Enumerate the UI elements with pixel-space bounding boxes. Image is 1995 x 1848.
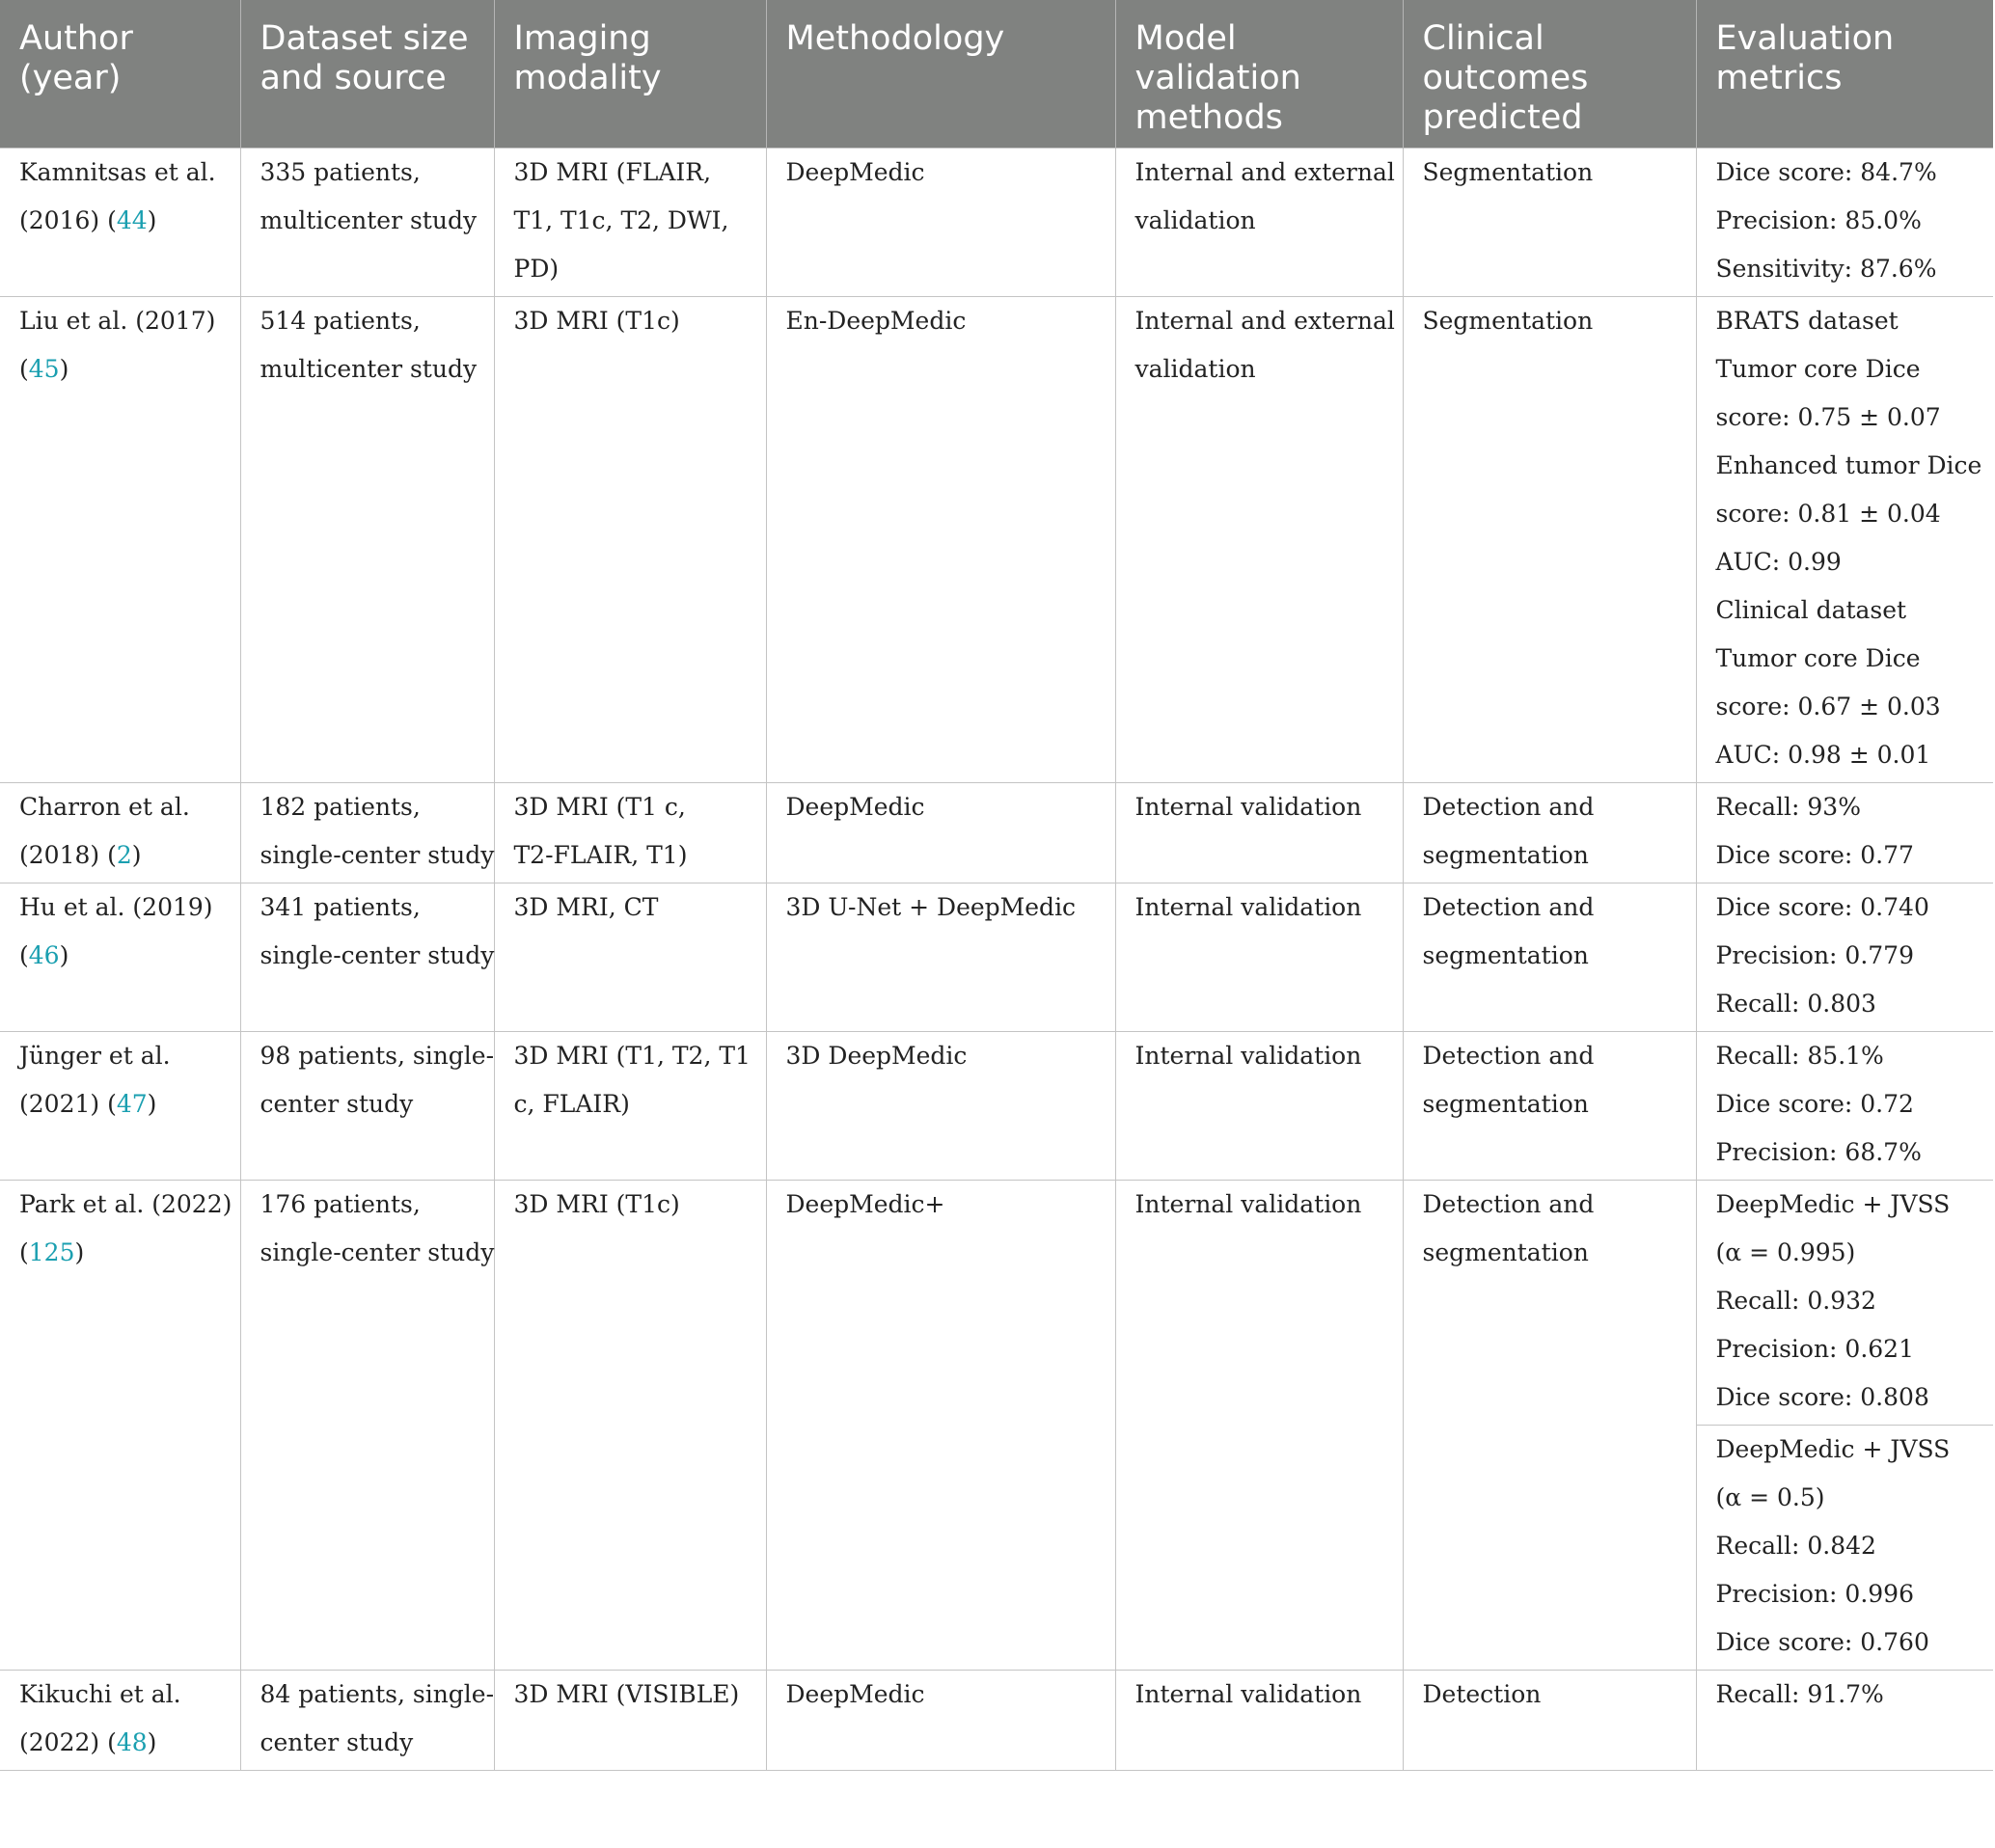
table-row	[0, 783, 1993, 883]
metric-line: Recall: 0.842	[1715, 1532, 1876, 1560]
metric-line: Dice score: 84.7%	[1715, 158, 1937, 186]
metric-line: Clinical dataset	[1715, 596, 1907, 624]
cell-line: validation	[1134, 206, 1256, 234]
outcome-cell	[1403, 783, 1696, 883]
cell-line: Segmentation	[1422, 307, 1594, 335]
header-outcomes: Clinical outcomes predicted	[1403, 0, 1696, 149]
dataset-cell	[240, 1671, 494, 1771]
modality-cell	[494, 149, 766, 297]
validation-cell	[1115, 1671, 1403, 1771]
cell-line: Segmentation	[1422, 158, 1594, 186]
cell-line: DeepMedic+	[785, 1190, 945, 1218]
header-dataset: Dataset size and source	[240, 0, 494, 149]
dataset-cell	[240, 883, 494, 1032]
cell-line: DeepMedic	[785, 1680, 925, 1708]
author-cell	[0, 297, 240, 783]
cell-line: single-center study	[260, 941, 495, 969]
reference-link[interactable]: 44	[116, 206, 148, 234]
metrics-cell	[1696, 783, 1993, 883]
metric-line: Precision: 0.779	[1715, 941, 1914, 969]
metrics-cell	[1696, 883, 1993, 1032]
outcome-cell	[1403, 297, 1696, 783]
author-line: (2022) (48)	[19, 1728, 157, 1756]
table-header	[0, 0, 1993, 149]
metrics-cell	[1696, 297, 1993, 783]
metric-line: Tumor core Dice	[1715, 355, 1921, 383]
methodology-cell	[766, 883, 1115, 1032]
cell-line: Internal and external	[1134, 158, 1395, 186]
cell-line: Detection and	[1422, 893, 1595, 921]
metric-line: Recall: 0.803	[1715, 990, 1876, 1018]
cell-line: Internal validation	[1134, 793, 1362, 821]
cell-line: single-center study	[260, 841, 495, 869]
dataset-cell	[240, 783, 494, 883]
cell-line: T2-FLAIR, T1)	[513, 841, 688, 869]
methodology-cell	[766, 1181, 1115, 1671]
header-methodology: Methodology	[766, 0, 1115, 149]
metric-line: (α = 0.5)	[1715, 1483, 1825, 1511]
metric-line: Sensitivity: 87.6%	[1715, 255, 1937, 283]
table-row	[0, 297, 1993, 783]
cell-line: center study	[260, 1728, 414, 1756]
author-line: Liu et al. (2017)	[19, 307, 216, 335]
header-validation: Model validation methods	[1115, 0, 1403, 149]
metric-line: Precision: 0.996	[1715, 1580, 1914, 1608]
author-line: Jünger et al.	[19, 1042, 171, 1070]
metric-line: AUC: 0.99	[1715, 548, 1842, 576]
author-cell	[0, 883, 240, 1032]
cell-line: Internal and external	[1134, 307, 1395, 335]
metric-line: score: 0.67 ± 0.03	[1715, 693, 1941, 720]
author-line: (2018) (2)	[19, 841, 142, 869]
author-cell	[0, 1181, 240, 1671]
cell-line: 3D MRI, CT	[513, 893, 659, 921]
author-line: Charron et al.	[19, 793, 190, 821]
header-modality: Imaging modality	[494, 0, 766, 149]
validation-cell	[1115, 149, 1403, 297]
author-cell	[0, 1671, 240, 1771]
cell-line: Internal validation	[1134, 1190, 1362, 1218]
cell-line: En-DeepMedic	[785, 307, 967, 335]
header-author: Author (year)	[0, 0, 240, 149]
cell-line: 176 patients,	[260, 1190, 421, 1218]
cell-line: segmentation	[1422, 841, 1589, 869]
table-row	[0, 1671, 1993, 1771]
metric-line: Dice score: 0.72	[1715, 1090, 1914, 1118]
modality-cell	[494, 783, 766, 883]
cell-line: Detection and	[1422, 1190, 1595, 1218]
author-cell	[0, 783, 240, 883]
metric-line: Dice score: 0.740	[1715, 893, 1929, 921]
cell-line: multicenter study	[260, 206, 478, 234]
reference-link[interactable]: 47	[116, 1090, 148, 1118]
metric-line: Dice score: 0.808	[1715, 1383, 1929, 1411]
cell-line: validation	[1134, 355, 1256, 383]
validation-cell	[1115, 297, 1403, 783]
author-line: Kikuchi et al.	[19, 1680, 181, 1708]
author-line: (2016) (44)	[19, 206, 157, 234]
reference-link[interactable]: 2	[116, 841, 132, 869]
author-line: (2021) (47)	[19, 1090, 157, 1118]
cell-line: T1, T1c, T2, DWI,	[513, 206, 729, 234]
metrics-cell	[1696, 1181, 1993, 1426]
table-row	[0, 1032, 1993, 1181]
modality-cell	[494, 297, 766, 783]
reference-link[interactable]: 45	[28, 355, 60, 383]
cell-line: DeepMedic	[785, 793, 925, 821]
outcome-cell	[1403, 1181, 1696, 1671]
cell-line: Detection and	[1422, 1042, 1595, 1070]
cell-line: 3D MRI (T1 c,	[513, 793, 686, 821]
metric-line: Recall: 0.932	[1715, 1287, 1876, 1315]
dataset-cell	[240, 1181, 494, 1671]
cell-line: 98 patients, single-	[260, 1042, 495, 1070]
cell-line: 514 patients,	[260, 307, 421, 335]
outcome-cell	[1403, 883, 1696, 1032]
methodology-cell	[766, 297, 1115, 783]
modality-cell	[494, 1032, 766, 1181]
modality-cell	[494, 1671, 766, 1771]
metric-line: Dice score: 0.77	[1715, 841, 1914, 869]
metrics-cell	[1696, 149, 1993, 297]
metrics-cell	[1696, 1426, 1993, 1671]
reference-link[interactable]: 48	[116, 1728, 148, 1756]
metrics-cell	[1696, 1671, 1993, 1771]
metric-line: Precision: 68.7%	[1715, 1138, 1922, 1166]
author-line: Hu et al. (2019)	[19, 893, 213, 921]
dataset-cell	[240, 297, 494, 783]
cell-line: Detection and	[1422, 793, 1595, 821]
author-cell	[0, 149, 240, 297]
modality-cell	[494, 883, 766, 1032]
cell-line: Detection	[1422, 1680, 1542, 1708]
cell-line: 3D MRI (VISIBLE)	[513, 1680, 740, 1708]
dataset-cell	[240, 1032, 494, 1181]
cell-line: center study	[260, 1090, 414, 1118]
cell-line: segmentation	[1422, 941, 1589, 969]
cell-line: Internal validation	[1134, 1680, 1362, 1708]
metric-line: Dice score: 0.760	[1715, 1628, 1929, 1656]
cell-line: 3D MRI (T1c)	[513, 1190, 680, 1218]
cell-line: 341 patients,	[260, 893, 421, 921]
cell-line: 3D MRI (T1, T2, T1	[513, 1042, 751, 1070]
cell-line: DeepMedic	[785, 158, 925, 186]
author-line: Park et al. (2022)	[19, 1190, 232, 1218]
cell-line: c, FLAIR)	[513, 1090, 630, 1118]
metric-line: score: 0.81 ± 0.04	[1715, 500, 1941, 528]
header-metrics: Evaluation metrics	[1696, 0, 1993, 149]
validation-cell	[1115, 1181, 1403, 1671]
validation-cell	[1115, 1032, 1403, 1181]
author-line: (46)	[19, 941, 69, 969]
cell-line: multicenter study	[260, 355, 478, 383]
cell-line: 3D MRI (T1c)	[513, 307, 680, 335]
metric-line: BRATS dataset	[1715, 307, 1899, 335]
reference-link[interactable]: 125	[28, 1238, 75, 1266]
cell-line: 335 patients,	[260, 158, 421, 186]
table-row	[0, 883, 1993, 1032]
cell-line: Internal validation	[1134, 893, 1362, 921]
validation-cell	[1115, 783, 1403, 883]
author-line: (45)	[19, 355, 69, 383]
metric-line: score: 0.75 ± 0.07	[1715, 403, 1941, 431]
table-body	[0, 149, 1993, 1771]
table-row	[0, 149, 1993, 297]
metric-line: Recall: 93%	[1715, 793, 1861, 821]
metrics-cell	[1696, 1032, 1993, 1181]
metric-line: Tumor core Dice	[1715, 644, 1921, 672]
metric-line: AUC: 0.98 ± 0.01	[1715, 741, 1931, 769]
table-row	[0, 1181, 1993, 1426]
metric-line: Recall: 91.7%	[1715, 1680, 1884, 1708]
outcome-cell	[1403, 149, 1696, 297]
dataset-cell	[240, 149, 494, 297]
cell-line: segmentation	[1422, 1090, 1589, 1118]
cell-line: 3D U-Net + DeepMedic	[785, 893, 1077, 921]
metric-line: Precision: 0.621	[1715, 1335, 1914, 1363]
methodology-cell	[766, 149, 1115, 297]
cell-line: 3D MRI (FLAIR,	[513, 158, 712, 186]
outcome-cell	[1403, 1032, 1696, 1181]
header-row	[0, 0, 1993, 149]
reference-link[interactable]: 46	[28, 941, 60, 969]
author-line: Kamnitsas et al.	[19, 158, 216, 186]
author-line: (125)	[19, 1238, 85, 1266]
metric-line: Precision: 85.0%	[1715, 206, 1922, 234]
cell-line: single-center study	[260, 1238, 495, 1266]
methodology-cell	[766, 1032, 1115, 1181]
author-cell	[0, 1032, 240, 1181]
cell-line: 182 patients,	[260, 793, 421, 821]
metric-line: Enhanced tumor Dice	[1715, 451, 1982, 479]
cell-line: 84 patients, single-	[260, 1680, 495, 1708]
validation-cell	[1115, 883, 1403, 1032]
metric-line: Recall: 85.1%	[1715, 1042, 1884, 1070]
methodology-cell	[766, 1671, 1115, 1771]
metric-line: DeepMedic + JVSS	[1715, 1190, 1951, 1218]
outcome-cell	[1403, 1671, 1696, 1771]
cell-line: Internal validation	[1134, 1042, 1362, 1070]
metric-line: (α = 0.995)	[1715, 1238, 1856, 1266]
modality-cell	[494, 1181, 766, 1671]
cell-line: segmentation	[1422, 1238, 1589, 1266]
metric-line: DeepMedic + JVSS	[1715, 1435, 1951, 1463]
cell-line: 3D DeepMedic	[785, 1042, 968, 1070]
cell-line: PD)	[513, 255, 560, 283]
methodology-cell	[766, 783, 1115, 883]
